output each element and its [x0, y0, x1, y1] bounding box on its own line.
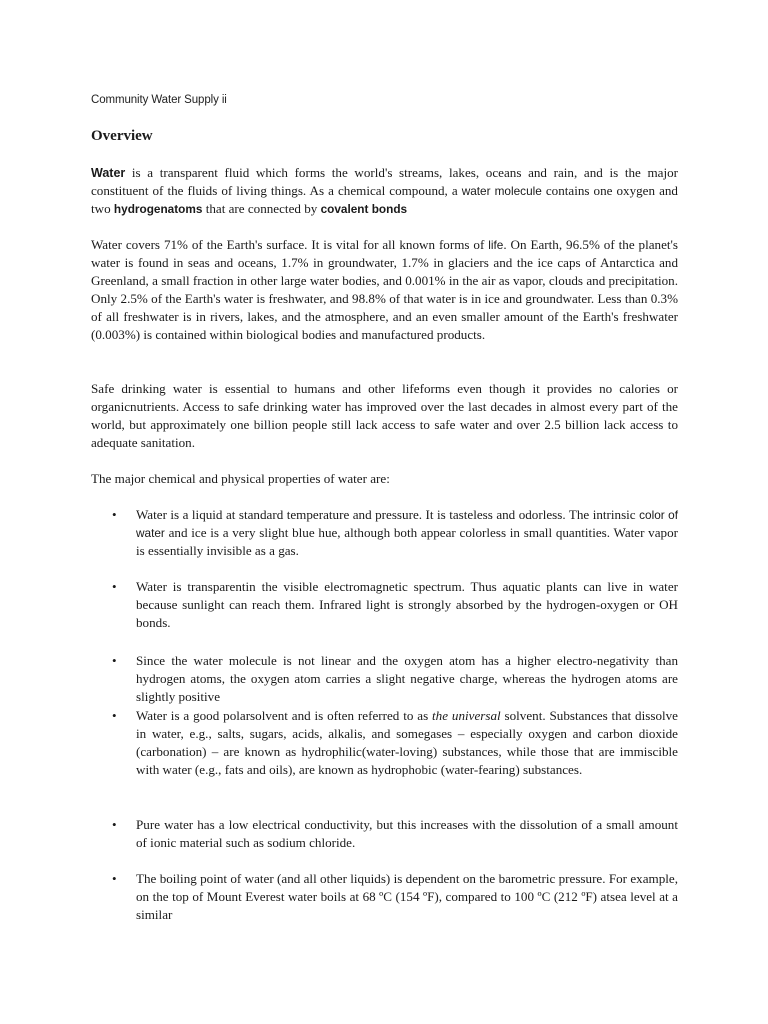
- paragraph-water-intro: [91, 164, 678, 218]
- term-the-universal: the universal: [432, 708, 501, 723]
- list-item-text: Since the water molecule is not linear and the oxygen atom has a higher electro-negativity than hydrogen atoms, the oxygen atom carries a slight negative charge, whereas the hydrogen atoms are slightly positive: [136, 653, 678, 704]
- list-item-text: The boiling point of water (and all other liquids) is dependent on the barometric pressure. For example, on the top of Mount Everest water boils at 68 ºC (154 ºF), compared to 100 ºC (212 ºF) atsea level at a similar: [136, 871, 678, 922]
- term-water-molecule: water molecule: [461, 184, 542, 198]
- bullet-icon: •: [112, 871, 117, 886]
- bullet-icon: •: [112, 579, 117, 594]
- b4-text-1: Water is a good polarsolvent and is often referred to as: [136, 708, 433, 723]
- section-heading: Overview: [91, 128, 153, 144]
- bullet-icon: •: [112, 653, 117, 668]
- term-life: life: [488, 238, 504, 252]
- b4-text-2: solvent. Substances that dissolve in water, e.g., salts, sugars, acids, alkalis, and somegases – especially oxygen and carbon dioxide (carbonation) – are known as hydrophilic(water-loving) substances, while those that are immiscible with water (e.g., fats and oils), are known as hydrophobic (water-fearing) substances.: [136, 708, 678, 777]
- paragraph-water-distribution: [91, 236, 678, 344]
- document-title: Community Water Supply ii: [91, 94, 227, 106]
- p1-text-1: is a transparent fluid which forms the world's streams, lakes, oceans and rain, and is the major constituent of the fluids of living things. As a chemical compound, a: [91, 165, 678, 198]
- list-item-text: [136, 707, 678, 779]
- bullet-icon: •: [112, 817, 117, 832]
- list-item-text: [136, 506, 678, 560]
- list-item-text: Water is transparentin the visible electromagnetic spectrum. Thus aquatic plants can live in water because sunlight can reach them. Infrared light is strongly absorbed by the hydrogen-oxygen or OH bonds.: [136, 579, 678, 630]
- bullet-icon: •: [112, 708, 117, 723]
- p2-text-1: Water covers 71% of the Earth's surface. It is vital for all known forms of: [91, 237, 489, 252]
- term-color-of-water: color of water: [136, 508, 679, 540]
- bullet-icon: •: [112, 507, 117, 522]
- term-hydrogen-atoms: hydrogenatoms: [113, 202, 203, 216]
- b1-text-1: Water is a liquid at standard temperature and pressure. It is tasteless and odorless. The intrinsic: [136, 507, 640, 522]
- term-water: Water: [91, 166, 126, 180]
- paragraph-properties-intro: The major chemical and physical properties of water are:: [91, 471, 390, 486]
- list-item-text: Pure water has a low electrical conductivity, but this increases with the dissolution of a small amount of ionic material such as sodium chloride.: [136, 817, 678, 850]
- p2-text-2: . On Earth, 96.5% of the planet's water is found in seas and oceans, 1.7% in groundwater, 1.7% in glaciers and the ice caps of Antarctica and Greenland, a small fraction in other large water bodies, and 0.001% in the air as vapor, clouds and precipitation. Only 2.5% of the Earth's water is freshwater, and 98.8% of that water is in ice and groundwater. Less than 0.3% of all freshwater is in rivers, lakes, and the atmosphere, and an even smaller amount of the Earth's freshwater (0.003%) is contained within biological bodies and manufactured products.: [91, 237, 679, 342]
- p1-text-3: that are connected by: [202, 201, 321, 216]
- term-covalent-bonds: covalent bonds: [320, 202, 408, 216]
- paragraph-drinking-water: Safe drinking water is essential to humans and other lifeforms even though it provides no calories or organicnutrients. Access to safe drinking water has improved over the last decades in almost every part of the world, but approximately one billion people still lack access to safe water and over 2.5 billion lack access to adequate sanitation.: [91, 381, 678, 450]
- b1-text-2: and ice is a very slight blue hue, although both appear colorless in small quantities. Water vapor is essentially invisible as a gas.: [136, 525, 678, 558]
- p1-text-2: contains one oxygen and two: [91, 183, 678, 216]
